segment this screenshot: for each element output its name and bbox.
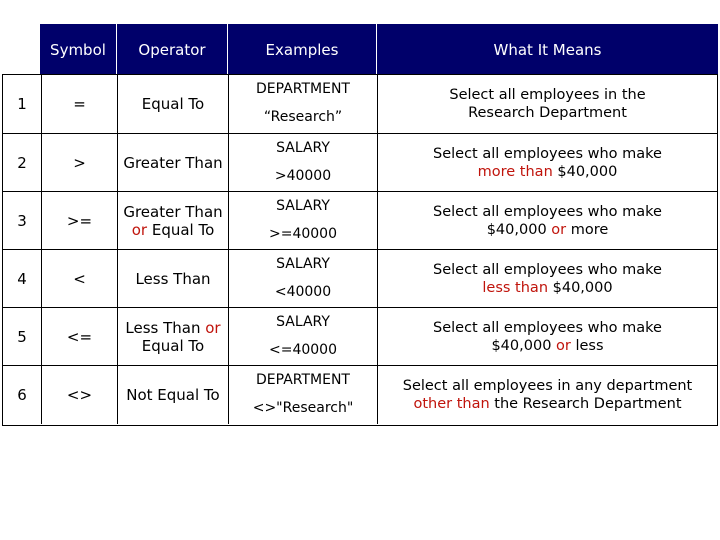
operator-table — [2, 74, 718, 426]
highlight-text: or — [205, 319, 221, 337]
operator-symbol: < — [73, 270, 86, 288]
row-number: 4 — [17, 270, 27, 288]
row-number: 5 — [17, 328, 27, 346]
meaning-line — [487, 221, 609, 239]
header-meaning: What It Means — [493, 41, 602, 59]
text-segment: $40,000 — [552, 164, 618, 180]
text-segment: Select all employees in the — [449, 87, 646, 103]
meaning-line — [433, 145, 662, 163]
meaning-line — [433, 261, 662, 279]
header-examples: Examples — [265, 41, 339, 59]
operator-symbol: >= — [66, 212, 93, 230]
text-segment: Greater Than — [123, 203, 223, 221]
meaning-line — [478, 163, 618, 181]
table-row — [3, 249, 717, 308]
text-segment: $40,000 — [491, 338, 557, 354]
text-segment: Select all employees who make — [433, 204, 662, 220]
highlight-text: more than — [477, 164, 553, 180]
highlight-text: or — [131, 221, 148, 239]
operator-line — [132, 221, 215, 239]
meaning-line — [491, 337, 603, 355]
meaning-text — [378, 250, 717, 308]
row-number: 6 — [17, 386, 27, 404]
operator-name — [118, 192, 228, 250]
meaning-line — [433, 203, 662, 221]
operator-line: Equal To — [141, 95, 205, 113]
text-segment: Select all employees who make — [433, 146, 662, 162]
text-segment: Select all employees who make — [433, 262, 662, 278]
table-row — [3, 307, 717, 366]
example-field: DEPARTMENT — [256, 81, 350, 97]
table-row — [3, 133, 717, 192]
example-criteria: <>"Research" — [252, 400, 354, 416]
example-criteria: >40000 — [274, 168, 332, 184]
meaning-line — [403, 377, 693, 395]
example-criteria: <40000 — [274, 284, 332, 300]
text-segment: less — [570, 338, 604, 354]
highlight-text: less than — [482, 280, 549, 296]
operator-symbol: <> — [66, 386, 93, 404]
example-field: SALARY — [276, 140, 330, 156]
table-row — [3, 365, 717, 424]
text-segment: Select all employees who make — [433, 320, 662, 336]
example-criteria: >=40000 — [269, 226, 337, 242]
operator-name — [118, 308, 228, 366]
row-number: 3 — [17, 212, 27, 230]
example-criteria: “Research” — [263, 109, 343, 125]
meaning-line — [449, 86, 645, 104]
table-row — [3, 191, 717, 250]
highlight-text: or — [551, 222, 567, 238]
meaning-text — [378, 366, 717, 424]
highlight-text: or — [556, 338, 571, 354]
example-field: DEPARTMENT — [256, 372, 350, 388]
header-operator: Operator — [138, 41, 206, 59]
text-segment: $40,000 — [486, 222, 552, 238]
operator-line — [142, 337, 204, 355]
text-segment: Select all employees in any department — [402, 378, 693, 394]
table-header — [40, 24, 718, 74]
highlight-text: other than — [413, 396, 490, 412]
text-segment: Research Department — [468, 105, 627, 121]
table-row — [3, 75, 717, 133]
text-segment: Equal To — [147, 221, 215, 239]
header-symbol: Symbol — [50, 41, 106, 59]
meaning-line — [468, 104, 627, 122]
text-segment: more — [566, 222, 609, 238]
operator-symbol: <= — [66, 328, 93, 346]
example-criteria: <=40000 — [269, 342, 337, 358]
operator-line — [123, 203, 222, 221]
operator-name — [118, 75, 228, 133]
meaning-line — [482, 279, 612, 297]
operator-name — [118, 134, 228, 192]
row-number: 2 — [17, 154, 27, 172]
example-field: SALARY — [276, 314, 330, 330]
meaning-line — [433, 319, 662, 337]
text-segment: Equal To — [141, 337, 205, 355]
meaning-line — [413, 395, 681, 413]
meaning-text — [378, 308, 717, 366]
text-segment: $40,000 — [548, 280, 613, 296]
meaning-text — [378, 134, 717, 192]
meaning-text — [378, 75, 717, 133]
text-segment: Less Than — [125, 319, 206, 337]
operator-name — [118, 250, 228, 308]
operator-line: Not Equal To — [126, 386, 220, 404]
meaning-text — [378, 192, 717, 250]
operator-name — [118, 366, 228, 424]
operator-symbol: > — [73, 154, 86, 172]
text-segment: the Research Department — [489, 396, 682, 412]
row-number: 1 — [17, 95, 27, 113]
operator-symbol: = — [73, 95, 86, 113]
example-field: SALARY — [276, 198, 330, 214]
operator-line: Less Than — [135, 270, 211, 288]
operator-line — [125, 319, 220, 337]
example-field: SALARY — [276, 256, 330, 272]
operator-line: Greater Than — [123, 154, 223, 172]
